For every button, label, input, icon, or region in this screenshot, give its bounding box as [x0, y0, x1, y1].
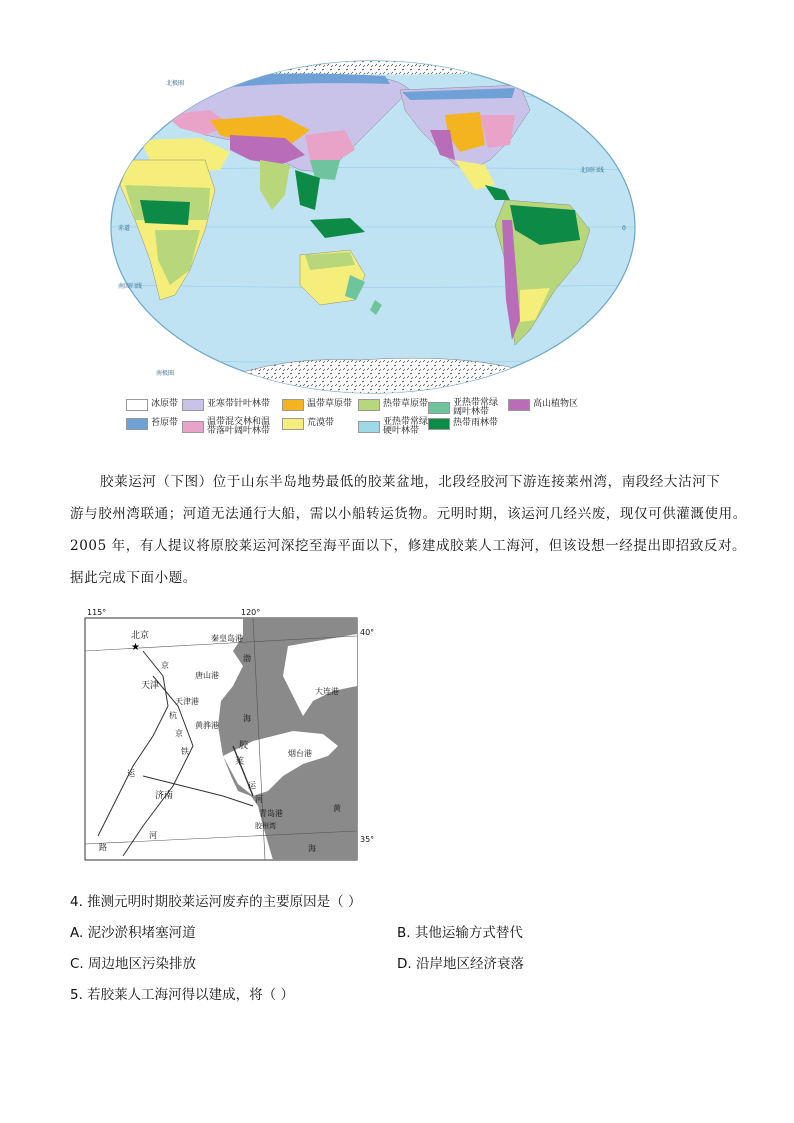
legend-item	[428, 399, 498, 418]
canal-char-3: 运	[127, 769, 135, 778]
legend-label: 温带混交林和温 带落叶阔叶林带	[207, 417, 271, 437]
legend-swatch	[358, 399, 380, 411]
vegetation-legend	[126, 399, 596, 437]
canal-char-4: 河	[149, 831, 157, 840]
tianjin-port-label: 天津港	[175, 697, 199, 706]
equator-label: 赤道	[118, 225, 131, 232]
legend-swatch	[182, 399, 204, 411]
jiaolai-char-3: 运	[248, 781, 256, 790]
yellow-sea-char-2: 海	[308, 844, 316, 853]
rail-char-1: 京	[175, 729, 183, 738]
legend-label: 热带雨林带	[453, 418, 499, 429]
legend-label: 冰原带	[151, 399, 179, 410]
jiaozhou-label: 胶州湾	[255, 822, 276, 830]
legend-label: 热带草原带	[383, 399, 429, 410]
legend-label: 亚热带常绿 阔叶林带	[453, 398, 499, 418]
legend-item	[182, 418, 270, 437]
passage	[70, 470, 747, 586]
yantai-label: 烟台港	[288, 749, 312, 758]
bohai-char-1: 渤	[243, 654, 251, 663]
canal-char-1: 京	[161, 661, 169, 670]
huanghua-label: 黄骅港	[195, 721, 219, 730]
passage-line-3: 2005 年，有人提议将原胶莱运河深挖至海平面以下，修建成胶莱人工海河，但该设想一经提出即招致反对。	[70, 538, 747, 554]
legend-item	[182, 399, 270, 411]
passage-line-2: 游与胶州湾联通；河道无法通行大船，需以小船转运货物。元明时期，该运河几经兴废，现仅可供灌溉使用。	[70, 506, 747, 522]
legend-swatch	[428, 402, 450, 414]
world-vegetation-map	[110, 60, 636, 394]
tangshan-label: 唐山港	[195, 671, 219, 680]
tropic-cancer-label-east: 北回归线	[580, 167, 605, 174]
beijing-label: 北京	[131, 631, 150, 641]
legend-item	[282, 418, 334, 430]
legend-swatch	[182, 421, 204, 433]
legend-item	[358, 399, 428, 411]
question-5-stem: 5. 若胶莱人工海河得以建成，将（ ）	[70, 987, 294, 1003]
jiaolai-char-4: 河	[255, 795, 263, 804]
legend-label: 荒漠带	[307, 418, 335, 429]
bohai-char-2: 海	[243, 714, 251, 723]
africa-rainforest	[140, 200, 190, 225]
legend-label: 温带草原带	[307, 399, 353, 410]
legend-item	[126, 418, 178, 430]
legend-swatch	[126, 399, 148, 411]
arctic-ice	[130, 60, 630, 75]
lon-115-label: 115°	[87, 608, 107, 617]
qingdao-label: 青岛港	[259, 809, 283, 818]
legend-item	[428, 418, 498, 430]
beijing-star-icon: ★	[131, 642, 140, 653]
qinhuangdao-label: 秦皇岛港	[211, 634, 243, 643]
antarctic-circle-label: 南极圈	[156, 370, 175, 377]
arctic-circle-label: 北极圈	[166, 80, 185, 87]
legend-label: 苔原带	[151, 418, 179, 429]
jiaolai-char-1: 胶	[239, 741, 249, 751]
greenland	[505, 60, 560, 90]
legend-label: 亚热带常绿 硬叶林带	[383, 417, 429, 437]
legend-label: 高山植物区	[533, 399, 579, 410]
legend-item	[282, 399, 352, 411]
legend-swatch	[282, 418, 304, 430]
jinan-label: 济南	[155, 791, 174, 801]
question-4-option-b[interactable]: B. 其他运输方式替代	[397, 925, 523, 941]
lon-120-label: 120°	[241, 608, 261, 617]
question-4-option-c[interactable]: C. 周边地区污染排放	[70, 956, 197, 972]
lat-40-label: 40°	[360, 628, 375, 637]
passage-line-4: 据此完成下面小题。	[70, 570, 197, 586]
passage-line-1: 胶莱运河（下图）位于山东半岛地势最低的胶莱盆地，北段经胶河下游连接莱州湾，南段经大沽河下	[100, 474, 721, 490]
legend-swatch	[282, 399, 304, 411]
lat-35-label: 35°	[360, 835, 375, 844]
rail-char-2: 铁	[181, 747, 189, 756]
tropic-capricorn-label: 南回归线	[118, 283, 143, 290]
yellow-sea-char-1: 黄	[333, 804, 341, 813]
jiaolai-char-2: 莱	[235, 757, 245, 767]
tianjin-label: 天津	[141, 681, 160, 691]
legend-item	[508, 399, 578, 411]
canal-char-2: 杭	[169, 711, 177, 720]
rail-char-3: 路	[99, 843, 107, 852]
equator-label-east: 0	[622, 225, 626, 232]
legend-swatch	[508, 399, 530, 411]
question-4-option-a[interactable]: A. 泥沙淤积堵塞河道	[70, 925, 196, 941]
legend-swatch	[126, 418, 148, 430]
jiaolai-region-map	[83, 606, 383, 866]
question-4-option-d[interactable]: D. 沿岸地区经济衰落	[397, 956, 524, 972]
legend-item	[126, 399, 178, 411]
legend-label: 亚寒带针叶林带	[207, 399, 271, 410]
legend-swatch	[358, 421, 380, 433]
legend-swatch	[428, 418, 450, 430]
legend-item	[358, 418, 428, 437]
dalian-label: 大连港	[315, 687, 339, 696]
question-4-stem: 4. 推测元明时期胶莱运河废弃的主要原因是（ ）	[70, 894, 362, 910]
